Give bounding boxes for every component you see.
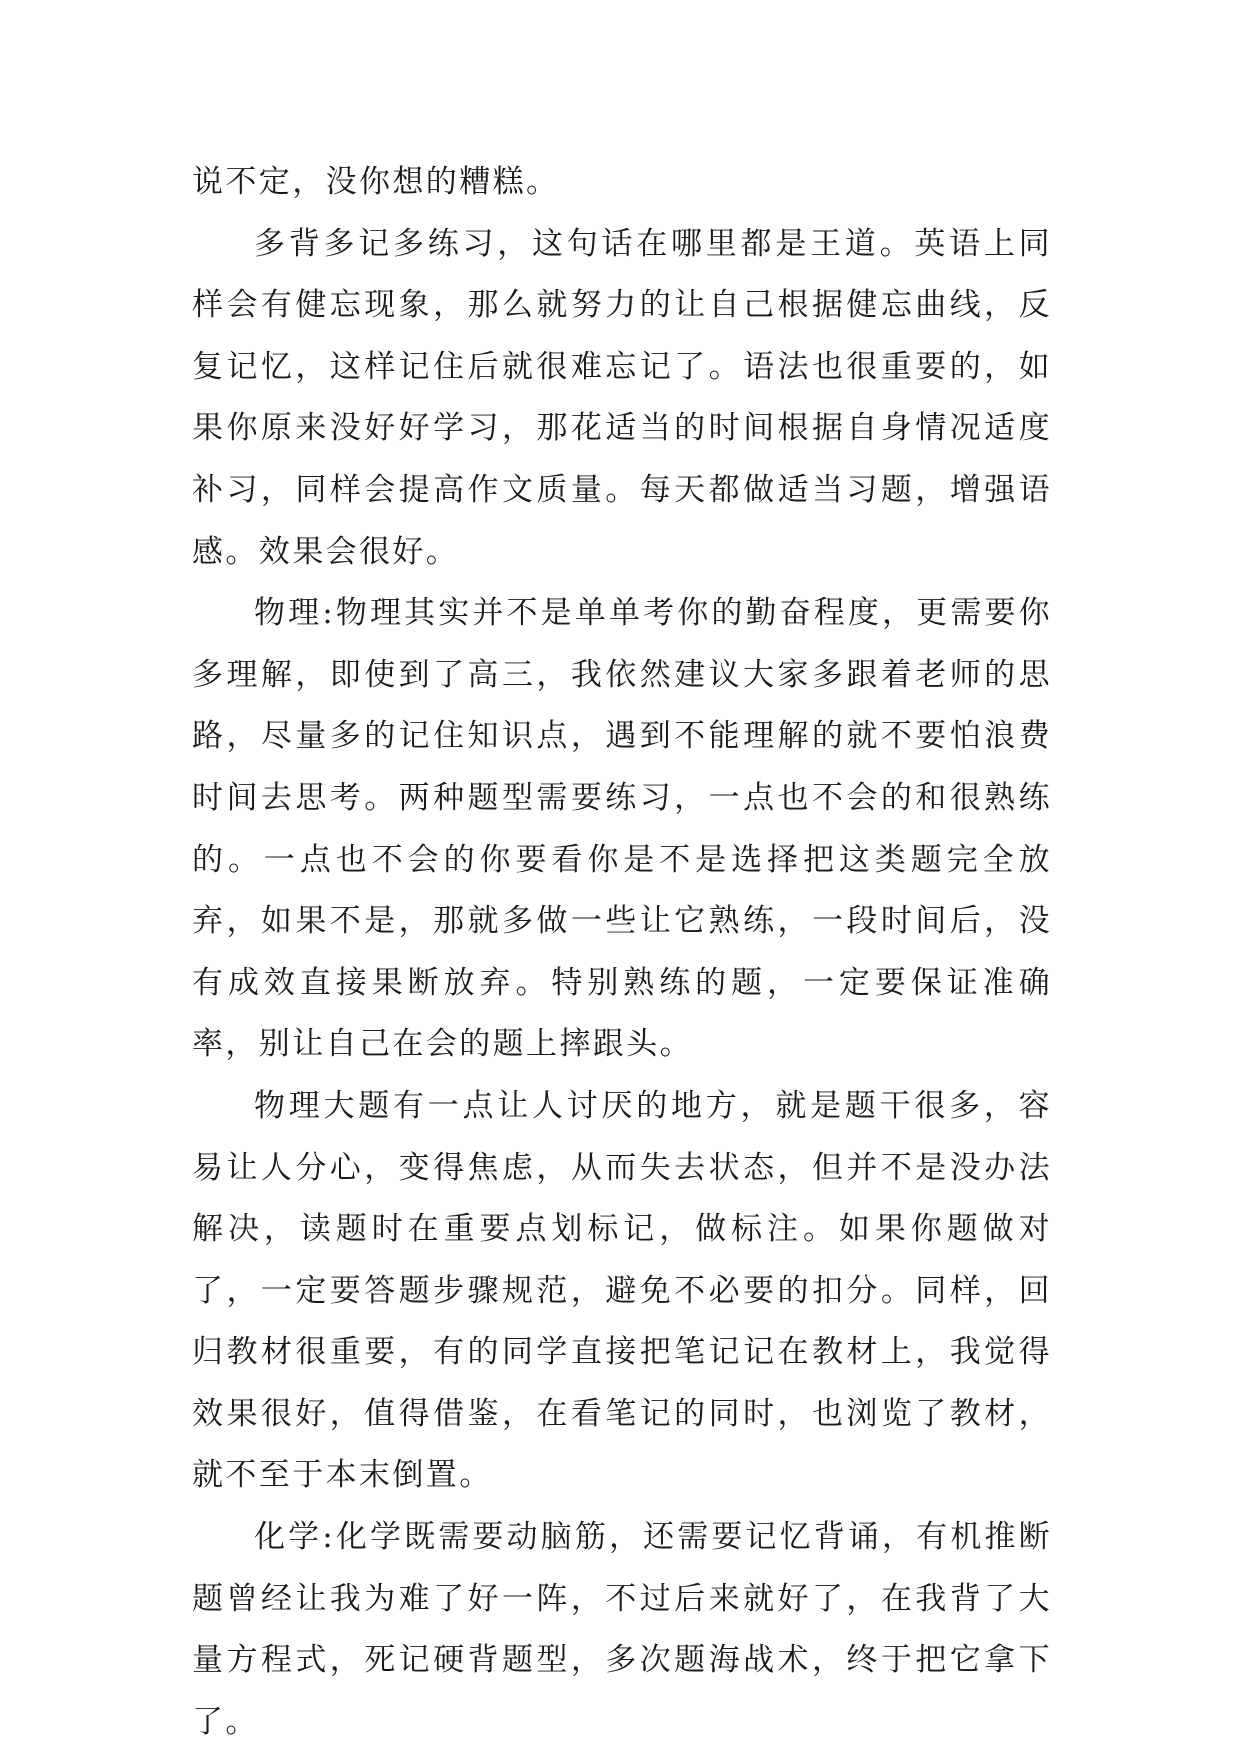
paragraph-physics-advice: 物理:物理其实并不是单单考你的勤奋程度，更需要你多理解，即使到了高三，我依然建议大家多跟着老师的思路，尽量多的记住知识点，遇到不能理解的就不要怕浪费时间去思考。两种题型需要练习，一点也不会的和很熟练的。一点也不会的你要看你是不是选择把这类题完全放弃，如果不是，那就多做一些让它熟练，一段时间后，没有成效直接果断放弃。特别熟练的题，一定要保证准确率，别让自己在会的题上摔跟头。 — [192, 595, 1052, 1063]
paragraph-continuation: 说不定，没你想的糟糕。 — [192, 164, 560, 200]
paragraph-physics-big-questions: 物理大题有一点让人讨厌的地方，就是题干很多，容易让人分心，变得焦虑，从而失去状态，但并不是没办法解决，读题时在重要点划标记，做标注。如果你题做对了，一定要答题步骤规范，避免不必要的扣分。同样，回归教材很重要，有的同学直接把笔记记在教材上，我觉得效果很好，值得借鉴，在看笔记的同时，也浏览了教材，就不至于本末倒置。 — [192, 1087, 1052, 1494]
body-text — [192, 152, 1052, 1753]
paragraph-chemistry-advice: 化学:化学既需要动脑筋，还需要记忆背诵，有机推断题曾经让我为难了好一阵，不过后来就好了，在我背了大量方程式，死记硬背题型，多次题海战术，终于把它拿下了。 — [192, 1519, 1052, 1740]
paragraph-english-memorization: 多背多记多练习，这句话在哪里都是王道。英语上同样会有健忘现象，那么就努力的让自己根据健忘曲线，反复记忆，这样记住后就很难忘记了。语法也很重要的，如果你原来没好好学习，那花适当的时间根据自身情况适度补习，同样会提高作文质量。每天都做适当习题，增强语感。效果会很好。 — [192, 225, 1052, 570]
